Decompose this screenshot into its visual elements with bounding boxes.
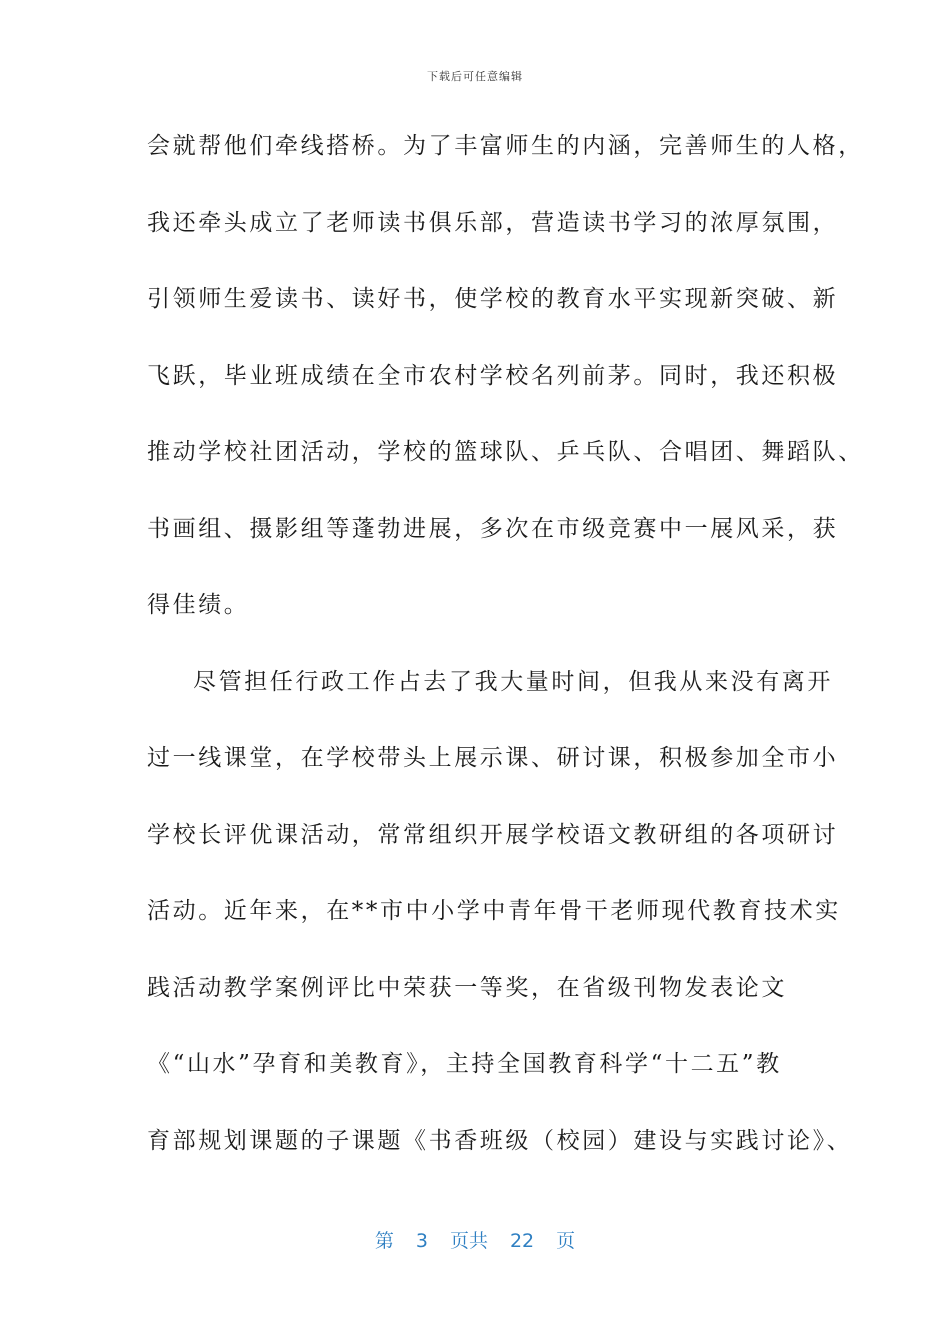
document-body	[147, 127, 864, 1198]
header-note: 下载后可任意编辑	[427, 70, 523, 83]
text-line: 学校长评优课活动，常常组织开展学校语文教研组的各项研讨	[147, 821, 839, 848]
text-line: 育部规划课题的子课题《书香班级（校园）建设与实践讨论》、	[147, 1127, 853, 1154]
paragraph-start-line: 尽管担任行政工作占去了我大量时间，但我从来没有离开	[193, 668, 833, 695]
text-line: 飞跃，毕业班成绩在全市农村学校名列前茅。同时，我还积极	[147, 362, 839, 389]
text-line: 践活动教学案例评比中荣获一等奖，在省级刊物发表论文	[147, 974, 787, 1001]
text-line: 过一线课堂，在学校带头上展示课、研讨课，积极参加全市小	[147, 745, 839, 771]
text-line: 我还牵头成立了老师读书俱乐部，营造读书学习的浓厚氛围，	[147, 209, 839, 236]
text-line: 推动学校社团活动，学校的篮球队、乒乓队、合唱团、舞蹈队、	[147, 439, 864, 465]
text-line: 书画组、摄影组等蓬勃进展，多次在市级竞赛中一展风采，获	[147, 515, 839, 542]
page-footer	[0, 1226, 950, 1253]
page-label-suffix: 页	[556, 1230, 576, 1252]
page-label-prefix: 第	[374, 1230, 394, 1252]
page-label-mid: 页共	[449, 1230, 488, 1252]
current-page-number: 3	[415, 1230, 428, 1252]
text-line: 会就帮他们牵线搭桥。为了丰富师生的内涵，完善师生的人格，	[147, 133, 864, 159]
text-line: 《“山水”孕育和美教育》，主持全国教育科学“十二五”教	[147, 1051, 782, 1077]
total-pages-number: 22	[509, 1230, 535, 1252]
text-line: 活动。近年来，在**市中小学中青年骨干老师现代教育技术实	[147, 898, 841, 924]
text-line: 得佳绩。	[147, 592, 250, 618]
text-line: 引领师生爱读书、读好书，使学校的教育水平实现新突破、新	[147, 286, 839, 312]
